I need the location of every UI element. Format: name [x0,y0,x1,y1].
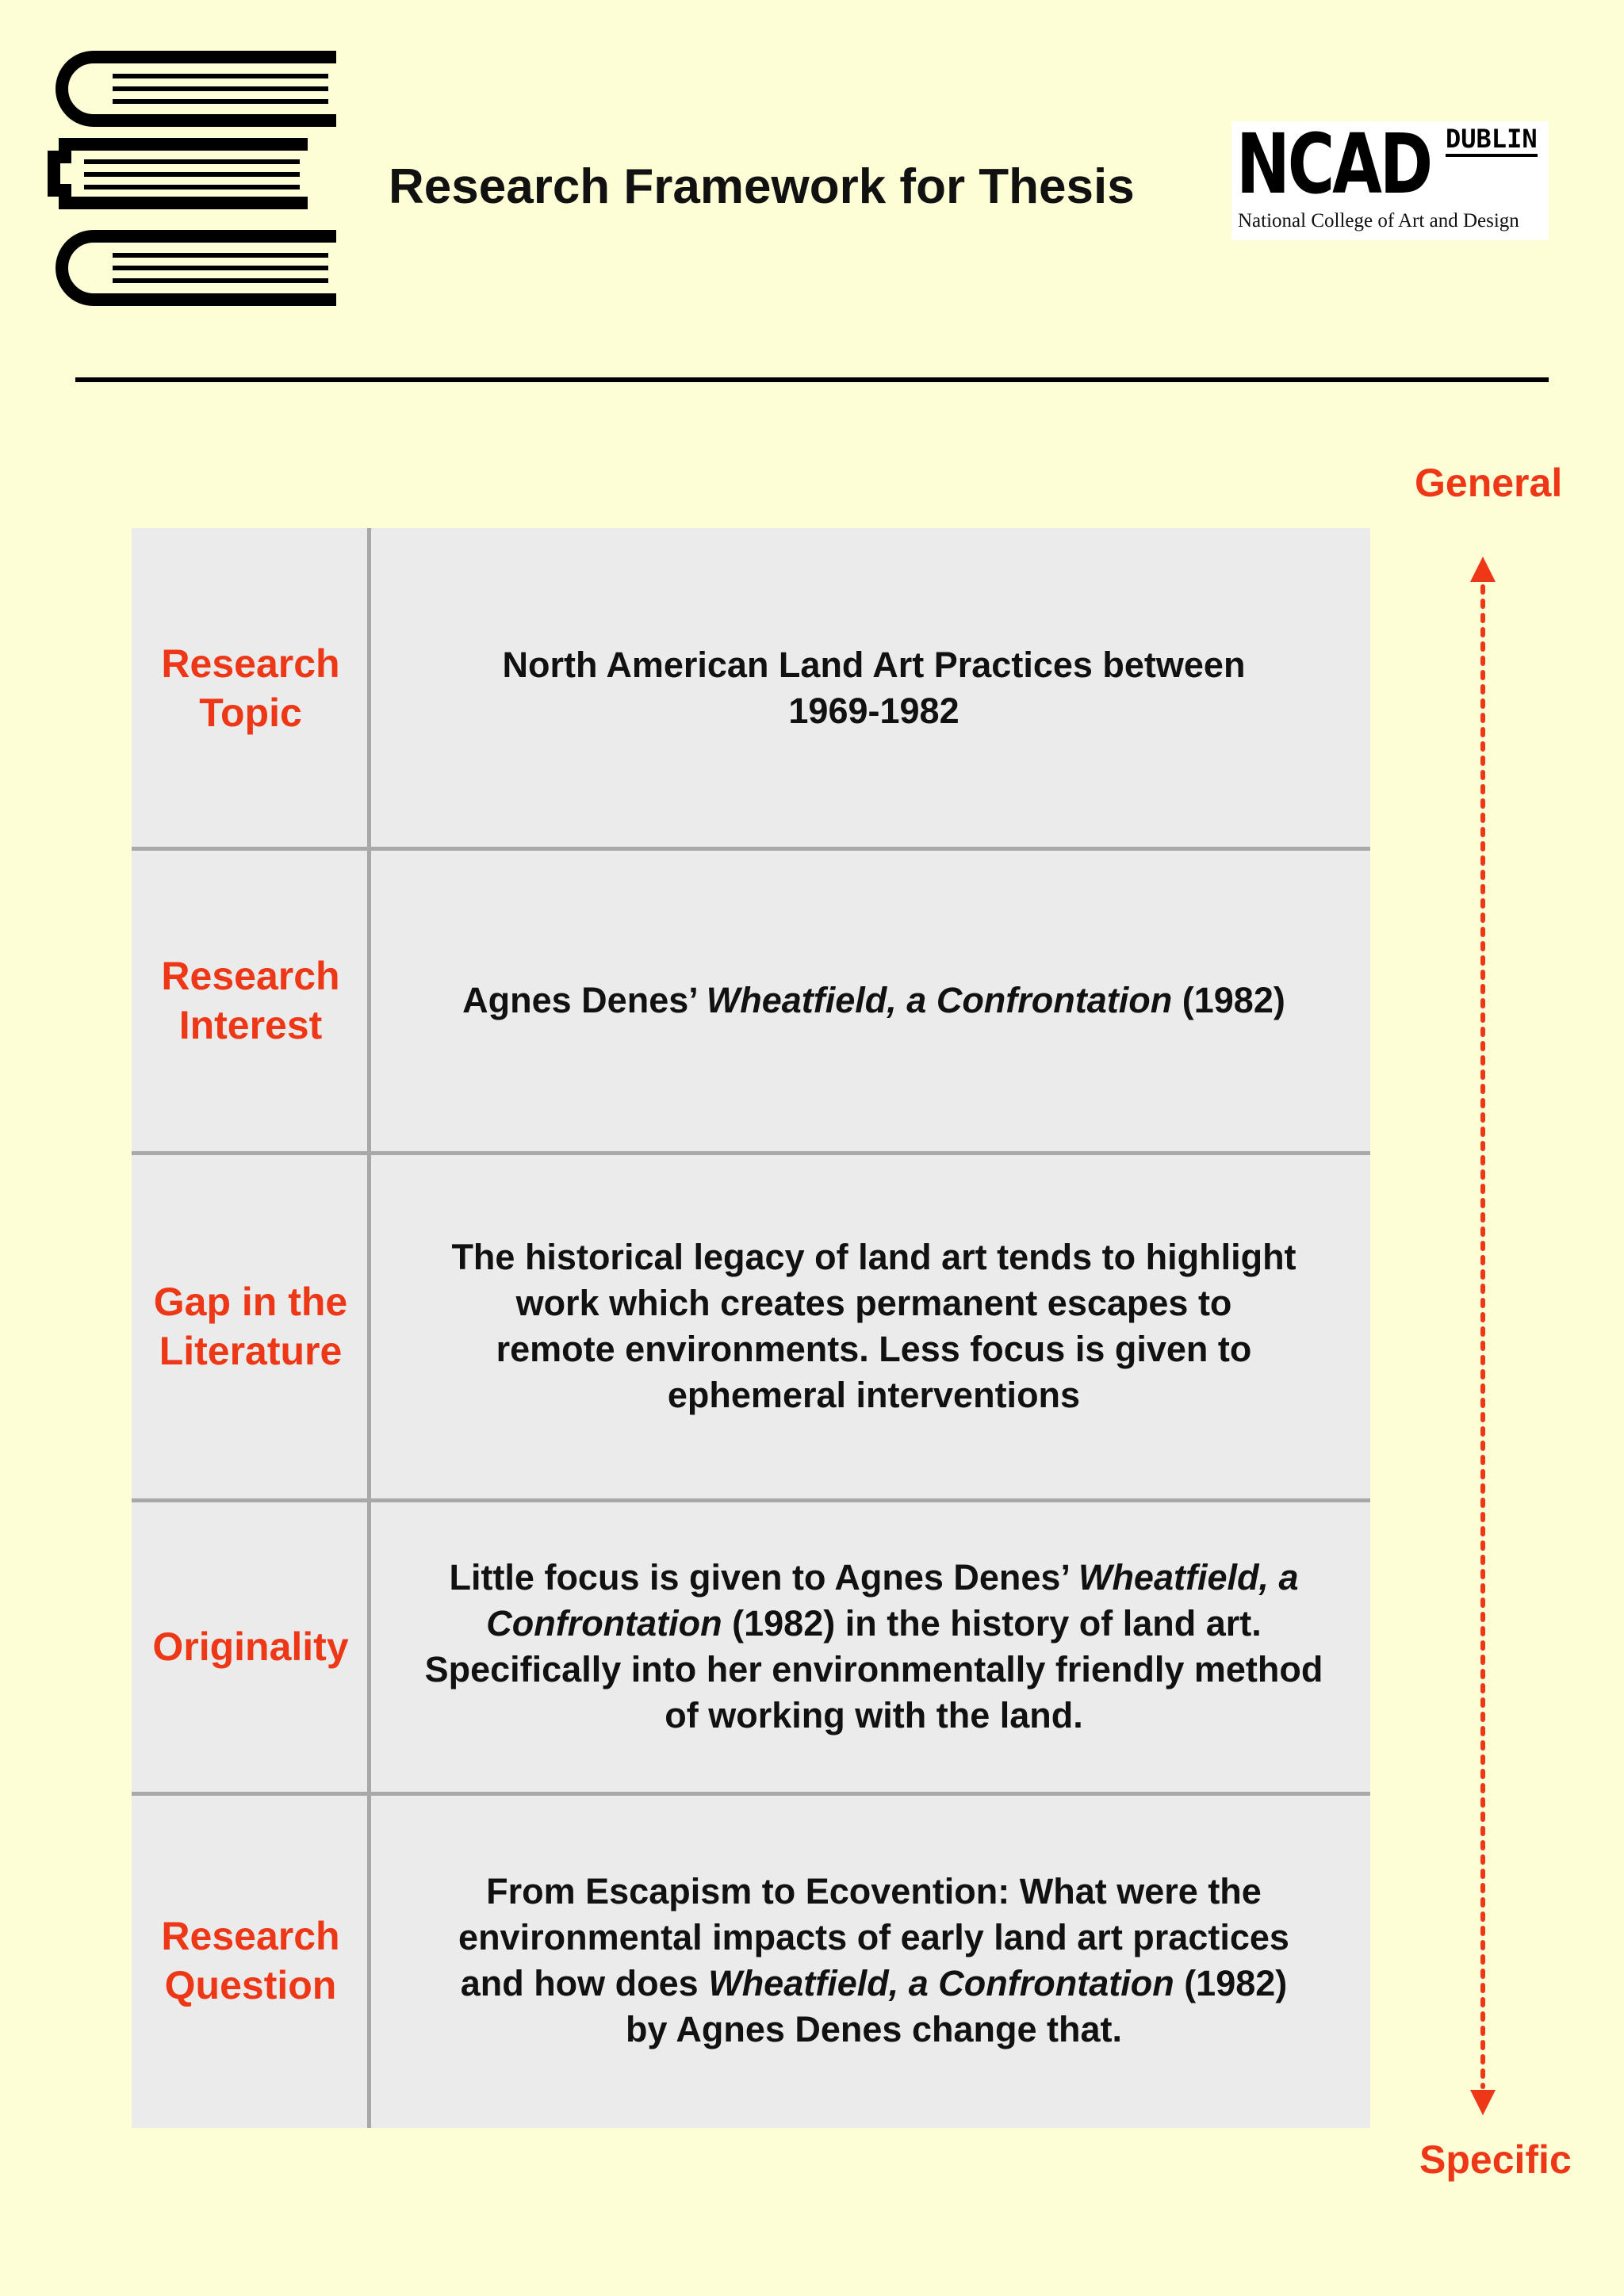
row-content [377,1500,1370,1793]
content-line [425,1555,1323,1601]
axis-bottom-label: Specific [1419,2137,1572,2182]
row-label-line: Literature [159,1329,343,1373]
content-line [451,1234,1296,1280]
row-content [377,528,1370,848]
row-content [377,1153,1370,1500]
content-text: environmental impacts of early land art practices [458,1917,1289,1957]
content-text: Agnes Denes’ [462,980,707,1020]
arrow-down-head [1470,2090,1496,2115]
content-text: remote environments. Less focus is given to [496,1329,1252,1369]
row-label-line: Interest [178,1003,323,1047]
framework-table [132,528,1370,2128]
content-line [451,1326,1296,1372]
content-text: ephemeral interventions [667,1375,1081,1415]
content-text: North American Land Art Practices between [502,645,1246,685]
row-research-interest [132,848,1370,1153]
artwork-title: Confrontation [486,1603,722,1644]
row-originality [132,1500,1370,1793]
artwork-title: Wheatfield, a Confrontation [706,980,1173,1020]
content-text: by Agnes Denes change that. [626,2009,1122,2049]
content-text: and how does [460,1963,709,2003]
content-line [503,642,1246,688]
content-text: From Escapism to Ecovention: What were the [486,1871,1262,1911]
content-text: (1982) [1174,1963,1288,2003]
content-text: work which creates permanent escapes to [515,1283,1232,1323]
page-title: Research Framework for Thesis [389,159,1135,214]
content-line [462,978,1285,1024]
row-label-line: Research [161,954,340,998]
artwork-title: Wheatfield, a Confrontation [708,1963,1174,2003]
content-text: 1969-1982 [788,691,959,731]
artwork-title: Wheatfield, a [1078,1557,1299,1598]
row-label [132,528,370,848]
row-divider [132,1151,1370,1155]
general-to-specific-arrow [1459,547,1507,2125]
content-text: Specifically into her environmentally friendly method [424,1649,1323,1689]
row-label-line: Research [161,641,340,686]
row-content [377,1793,1370,2128]
ncad-logo [1231,116,1549,240]
content-line [458,2007,1289,2053]
books-icon [46,48,336,317]
content-line [451,1372,1296,1418]
row-label [132,1153,370,1500]
row-label-line: Research [161,1914,340,1958]
row-divider [132,1498,1370,1502]
content-line [458,1869,1289,1915]
content-line [425,1693,1323,1739]
axis-top-label: General [1415,461,1563,505]
arrow-up-head [1470,557,1496,582]
content-text: The historical legacy of land art tends to highlight [451,1237,1297,1277]
content-line [458,1961,1289,2007]
logo-college-name: National College of Art and Design [1238,210,1519,232]
content-line [503,688,1246,734]
row-label-line: Topic [199,691,302,735]
content-text: (1982) [1172,980,1285,1020]
content-line [458,1915,1289,1961]
row-label [132,1793,370,2128]
content-line [425,1601,1323,1647]
header-divider [75,377,1549,382]
row-label-line: Question [164,1963,337,2007]
row-content [377,848,1370,1153]
content-text: (1982) in the history of land art. [722,1603,1262,1644]
logo-location: DUBLIN [1446,126,1538,157]
logo-mark: NCAD [1236,116,1431,212]
content-text: of working with the land. [665,1695,1083,1735]
row-research-topic [132,528,1370,848]
row-divider [132,1792,1370,1796]
row-label [132,848,370,1153]
content-text: Little focus is given to Agnes Denes’ [449,1557,1078,1598]
row-label [132,1500,370,1793]
row-label-line: Originality [152,1624,349,1669]
row-label-line: Gap in the [153,1280,348,1324]
content-line [425,1647,1323,1693]
row-research-question [132,1793,1370,2128]
content-line [451,1280,1296,1326]
row-divider [132,847,1370,851]
row-gap-in-literature [132,1153,1370,1500]
